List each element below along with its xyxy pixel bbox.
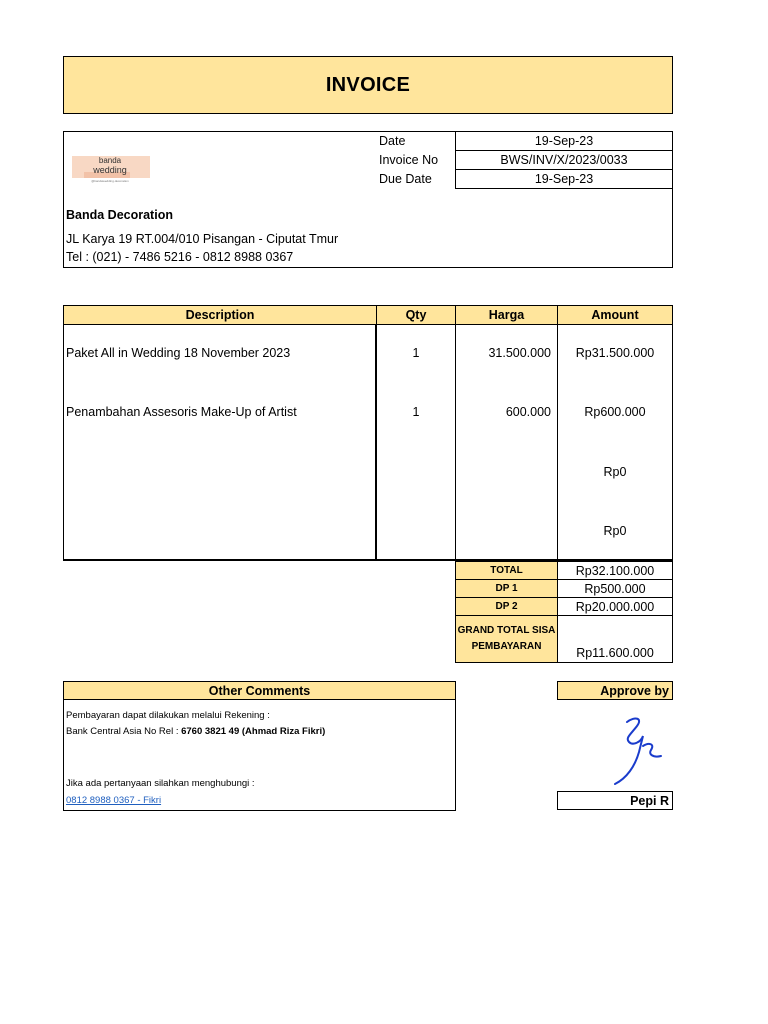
bank-account-line — [66, 726, 325, 737]
invoice-no-label: Invoice No — [379, 153, 439, 167]
due-date-value: 19-Sep-23 — [455, 169, 673, 189]
approver-name: Pepi R — [557, 791, 673, 810]
grand-total-value: Rp11.600.000 — [557, 615, 673, 663]
contact-phone-link[interactable]: 0812 8988 0367 - Fikri — [66, 795, 162, 806]
approve-by-title: Approve by — [557, 681, 673, 700]
company-name: Banda Decoration — [66, 208, 173, 222]
company-phone: Tel : (021) - 7486 5216 - 0812 8988 0367 — [66, 250, 294, 264]
company-logo — [70, 154, 150, 184]
item-harga: 600.000 — [505, 405, 551, 419]
column-header-description: Description — [63, 305, 377, 325]
due-date-label: Due Date — [379, 172, 432, 186]
item-amount: Rp0 — [603, 524, 627, 538]
signature — [605, 712, 675, 787]
signature-graphic — [605, 712, 675, 787]
item-amount: Rp600.000 — [584, 405, 646, 419]
item-amount: Rp31.500.000 — [575, 346, 655, 360]
logo-graphic — [70, 154, 150, 188]
company-address: JL Karya 19 RT.004/010 Pisangan - Ciputat Tmur — [66, 232, 339, 246]
invoice-no-value: BWS/INV/X/2023/0033 — [455, 150, 673, 170]
item-qty: 1 — [412, 346, 420, 360]
column-header-harga: Harga — [455, 305, 558, 325]
bank-account-prefix: Bank Central Asia No Rel : — [66, 726, 182, 737]
item-harga: 31.500.000 — [488, 346, 551, 360]
item-description: Penambahan Assesoris Make-Up of Artist — [66, 405, 297, 419]
logo-line1: banda — [98, 156, 122, 165]
column-header-qty: Qty — [376, 305, 456, 325]
item-amount: Rp0 — [603, 465, 627, 479]
invoice-title-banner — [63, 56, 673, 114]
dp2-value: Rp20.000.000 — [557, 597, 673, 616]
date-label: Date — [379, 134, 406, 148]
invoice-title: INVOICE — [325, 73, 411, 96]
item-description: Paket All in Wedding 18 November 2023 — [66, 346, 291, 360]
comments-title: Other Comments — [63, 681, 456, 700]
date-value: 19-Sep-23 — [455, 131, 673, 151]
dp1-value: Rp500.000 — [557, 579, 673, 598]
dp1-label: DP 1 — [455, 579, 558, 598]
total-value: Rp32.100.000 — [557, 561, 673, 580]
grand-total-label-line1: GRAND TOTAL SISA — [457, 625, 556, 636]
item-qty: 1 — [412, 405, 420, 419]
column-header-amount: Amount — [557, 305, 673, 325]
contact-instruction: Jika ada pertanyaan silahkan menghubungi : — [66, 778, 255, 789]
bank-account-number: 6760 3821 49 (Ahmad Riza Fikri) — [181, 726, 326, 737]
logo-tagline: @bandawedding.decoration — [91, 179, 129, 183]
logo-line2: wedding — [93, 165, 127, 175]
payment-instruction: Pembayaran dapat dilakukan melalui Rekening : — [66, 710, 270, 721]
dp2-label: DP 2 — [455, 597, 558, 616]
grand-total-label — [455, 615, 558, 663]
total-label: TOTAL — [455, 561, 558, 580]
grand-total-label-line2: PEMBAYARAN — [471, 641, 542, 652]
